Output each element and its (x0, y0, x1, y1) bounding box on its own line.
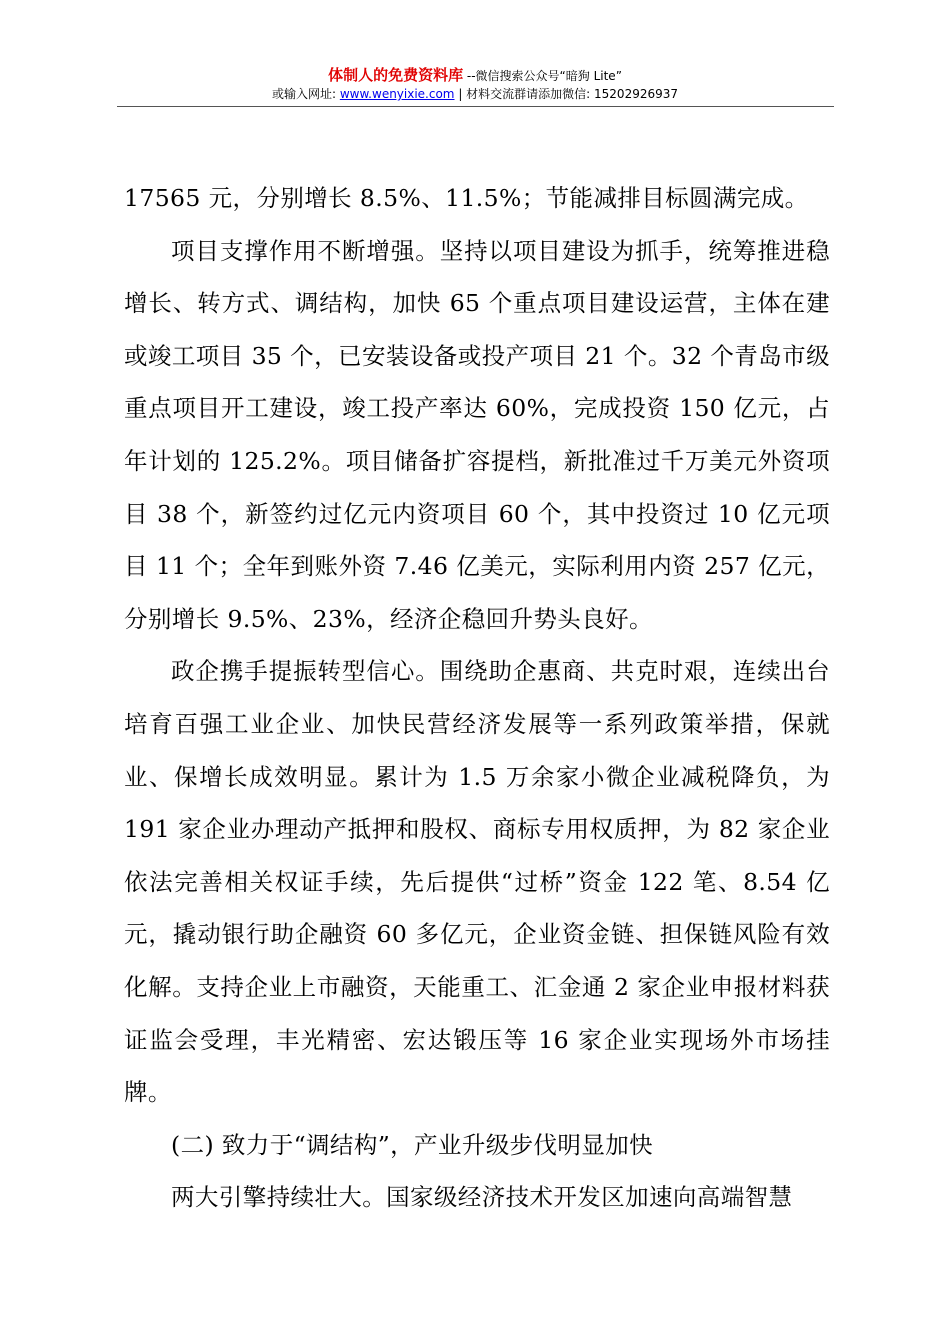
section-heading-structure: (二) 致力于“调结构”，产业升级步伐明显加快 (171, 1130, 654, 1159)
paragraph-project-support: 项目支撑作用不断增强。坚持以项目建设为抓手，统筹推进稳增长、转方式、调结构，加快 65 个重点项目建设运营，主体在建或竣工项目 35 个，已安装设备或投产项目 21 个。32 个青岛市级重点项目开工建设，竣工投产率达 60%，完成投资 150 亿元，占年计划的 125.2%。项目储备扩容提档，新批准过千万美元外资项目 38 个，新签约过亿元内资项目 60 个，其中投资过 10 亿元项目 11 个；全年到账外资 7.46 亿美元，实际利用内资 257 亿元，分别增长 9.5%、23%，经济企稳回升势头良好。 (124, 236, 830, 633)
header-banner (0, 66, 950, 84)
paragraph-continuation: 17565 元，分别增长 8.5%、11.5%；节能减排目标圆满完成。 (124, 184, 809, 212)
document-body (124, 172, 830, 1224)
header-contact (0, 86, 950, 102)
header-divider (117, 106, 834, 107)
paragraph-two-engines: 两大引擎持续壮大。国家级经济技术开发区加速向高端智慧 (171, 1183, 793, 1212)
paragraph-government-enterprise: 政企携手提振转型信心。围绕助企惠商、共克时艰，连续出台培育百强工业企业、加快民营经济发展等一系列政策举措，保就业、保增长成效明显。累计为 1.5 万余家小微企业减税降负，为 191 家企业办理动产抵押和股权、商标专用权质押，为 82 家企业依法完善相关权证手续，先后提供“过桥”资金 122 笔、8.54 亿元，撬动银行助企融资 60 多亿元，企业资金链、担保链风险有效化解。支持企业上市融资，天能重工、汇金通 2 家企业申报材料获证监会受理，丰光精密、宏达锻压等 16 家企业实现场外市场挂牌。 (124, 657, 830, 1107)
header-wechat-info: | 材料交流群请添加微信: 15202926937 (454, 87, 679, 101)
header-brand: 体制人的免费资料库 (328, 66, 464, 84)
page-header (0, 66, 950, 102)
header-url-prefix: 或输入网址: (271, 87, 340, 101)
header-url-link[interactable]: www.wenyixie.com (339, 87, 455, 101)
header-tagline: --微信搜索公众号“暗狗 Lite” (463, 69, 622, 83)
